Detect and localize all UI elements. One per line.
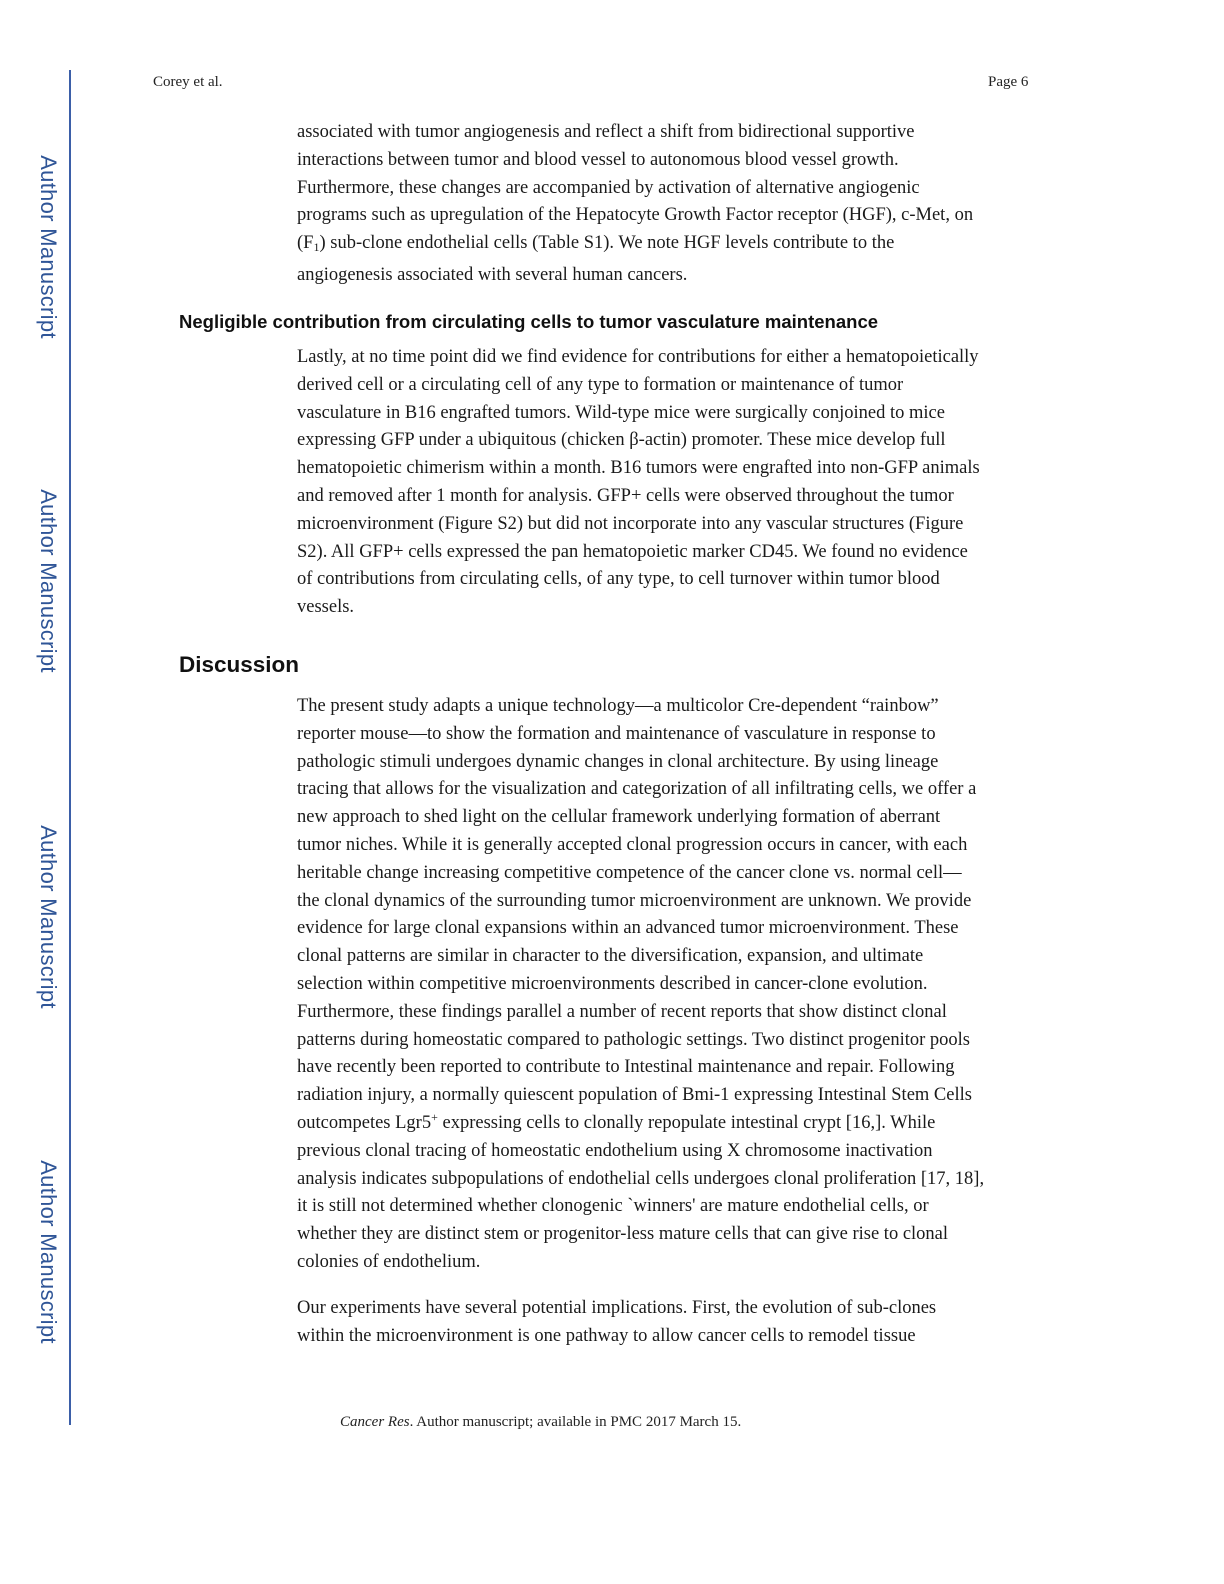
text-line: expressing GFP under a ubiquitous (chicken β-actin) promoter. These mice develop full [297,430,946,451]
text-line: patterns during homeostatic compared to pathologic settings. Two distinct progenitor pools [297,1029,970,1050]
text-line: analysis indicates subpopulations of endothelial cells undergoes clonal proliferation [17, 18], [297,1168,985,1189]
section-heading: Negligible contribution from circulating cells to tumor vasculature maintenance [179,311,879,332]
discussion-heading: Discussion [179,652,300,677]
body-paragraph-1 [297,119,1047,290]
text-line: clonal patterns are similar in character to the diversification, expansion, and ultimate [297,946,924,967]
text-line: derived cell or a circulating cell of any type to formation or maintenance of tumor [297,374,904,395]
text-line: colonies of endothelium. [297,1251,481,1272]
text-line: Furthermore, these changes are accompanied by activation of alternative angiogenic [297,177,920,198]
text-line: $(F_1)$ sub-clone endothelial cells (Table S1). We note HGF levels contribute to the [297,233,895,255]
text-line: of contributions from circulating cells, of any type, to cell turnover within tumor blood [297,569,940,590]
text-line: and removed after 1 month for analysis. GFP+ cells were observed throughout the tumor [297,485,954,506]
text-line: interactions between tumor and blood vessel to autonomous blood vessel growth. [297,149,899,170]
text-line: it is still not determined whether clonogenic `winners' are mature endothelial cells, or [297,1196,929,1217]
text-line: associated with tumor angiogenesis and reflect a shift from bidirectional supportive [297,122,915,142]
text-line: Our experiments have several potential implications. First, the evolution of sub-clones [297,1298,937,1318]
text-line: within the microenvironment is one pathway to allow cancer cells to remodel tissue [297,1325,916,1346]
margin-rule [69,70,71,1425]
running-head-authors: Corey et al. [153,74,223,90]
text-line: selection within competitive microenvironments described in cancer-clone evolution. [297,973,928,994]
text-line: Lastly, at no time point did we find evidence for contributions for either a hematopoietically [297,347,979,367]
text-line: tracing that allows for the visualization and categorization of all infiltrating cells, we offer a [297,779,977,800]
text-line: angiogenesis associated with several human cancers. [297,264,688,285]
body-paragraph-3 [297,693,1047,1277]
text-line: The present study adapts a unique technology—a multicolor Cre-dependent “rainbow” [297,696,939,716]
text-line: reporter mouse—to show the formation and maintenance of vasculature in response to [297,723,936,744]
text-line: S2). All GFP+ cells expressed the pan hematopoietic marker CD45. We found no evidence [297,541,968,562]
body-paragraph-4 [297,1295,1047,1351]
page-footer: Cancer Res. Author manuscript; available in PMC 2017 March 15. [340,1414,742,1430]
body-paragraph-2 [297,344,1047,622]
text-line: previous clonal tracing of homeostatic endothelium using X chromosome inactivation [297,1140,933,1161]
footer-text: Author manuscript; available in PMC 2017 March 15. [416,1414,742,1430]
text-line: outcompetes Lgr5+ expressing cells to clonally repopulate intestinal crypt [16,]. While [297,1109,936,1133]
journal-name: Cancer Res [340,1414,410,1430]
text-line: vasculature in B16 engrafted tumors. Wild-type mice were surgically conjoined to mice [297,402,945,423]
text-line: Furthermore, these findings parallel a number of recent reports that show distinct clonal [297,1001,947,1022]
text-line: microenvironment (Figure S2) but did not incorporate into any vascular structures (Figure [297,513,964,534]
text-line: heritable change increasing competitive competence of the cancer clone vs. normal cell— [297,862,962,883]
text-line: radiation injury, a normally quiescent population of Bmi-1 expressing Intestinal Stem Cells [297,1085,972,1106]
text-line: the clonal dynamics of the surrounding tumor microenvironment are unknown. We provide [297,890,972,911]
text-line: programs such as upregulation of the Hepatocyte Growth Factor receptor (HGF), c-Met, on [297,205,974,226]
text-line: hematopoietic chimerism within a month. B16 tumors were engrafted into non-GFP animals [297,458,980,479]
text-line: new approach to shed light on the cellular framework underlying formation of aberrant [297,807,941,828]
text-line: have recently been reported to contribute to Intestinal maintenance and repair. Following [297,1057,955,1078]
text-line: vessels. [297,597,355,618]
text-line: whether they are distinct stem or progenitor-less mature cells that can give rise to clonal [297,1224,949,1245]
text-line: tumor niches. While it is generally accepted clonal progression occurs in cancer, with each [297,834,968,855]
page-number: Page 6 [988,74,1029,90]
text-line: pathologic stimuli undergoes dynamic changes in clonal architecture. By using lineage [297,751,939,772]
text-line: evidence for large clonal expansions within an advanced tumor microenvironment. These [297,918,959,939]
